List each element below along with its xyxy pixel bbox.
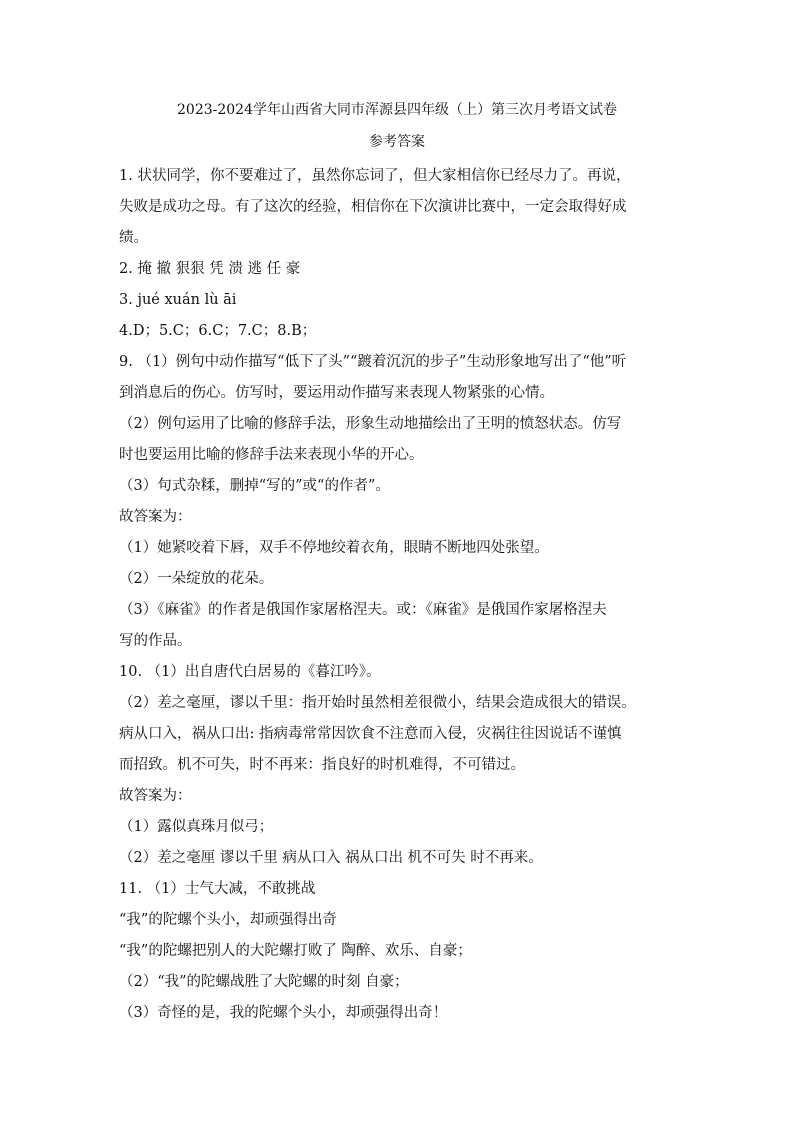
answer-line: （3）奇怪的是，我的陀螺个头小，却顽强得出奇！	[119, 1005, 448, 1021]
answer-line: 写的作品。	[119, 633, 192, 649]
answer-line: （2）差之毫厘 谬以千里 病从口入 祸从口出 机不可失 时不再来。	[119, 850, 543, 866]
answer-line: 3. jué xuán lù āi	[119, 292, 237, 308]
answer-line: 时也要运用比喻的修辞手法来表现小华的开心。	[119, 447, 424, 463]
answer-line: （2）差之毫厘，谬以千里：指开始时虽然相差很微小，结果会造成很大的错误。	[119, 695, 636, 711]
answer-line: （3）《麻雀》的作者是俄国作家屠格涅夫。或：《麻雀》是俄国作家屠格涅夫	[119, 602, 607, 618]
answer-line: （2）“我”的陀螺战胜了大陀螺的时刻 自豪；	[119, 974, 409, 990]
answer-line: （1）她紧咬着下唇，双手不停地绞着衣角，眼睛不断地四处张望。	[119, 540, 549, 556]
answer-line: 故答案为：	[119, 509, 192, 525]
answer-line: （1）露似真珠月似弓；	[119, 819, 274, 835]
answer-body	[119, 161, 689, 1029]
answer-line: 到消息后的伤心。仿写时，要运用动作描写来表现人物紧张的心情。	[119, 385, 554, 401]
answer-line: （2）一朵绽放的花朵。	[119, 571, 274, 587]
answer-line: “我”的陀螺个头小，却顽强得出奇	[119, 912, 337, 928]
answer-line: 10. （1）出自唐代白居易的《暮江吟》。	[119, 664, 381, 680]
answer-line: 失败是成功之母。有了这次的经验，相信你在下次演讲比赛中，一定会取得好成	[119, 199, 627, 215]
answer-line: 病从口入，祸从口出: 指病毒常常因饮食不注意而入侵，灾祸往往因说话不谨慎	[119, 726, 622, 742]
answer-line: 故答案为：	[119, 788, 192, 804]
answer-line: 1. 状状同学，你不要难过了，虽然你忘词了，但大家相信你已经尽力了。再说，	[119, 168, 631, 184]
answer-line: 4.D；5.C；6.C；7.C；8.B；	[119, 323, 317, 339]
answer-line: “我”的陀螺把别人的大陀螺打败了 陶醉、欢乐、自豪；	[119, 943, 472, 959]
answer-line: 9. （1）例句中动作描写“低下了头”“踱着沉沉的步子”生动形象地写出了“他”听	[119, 354, 627, 370]
answer-line: 绩。	[119, 230, 148, 246]
answer-line: （2）例句运用了比喻的修辞手法，形象生动地描绘出了王明的愤怒状态。仿写	[119, 416, 622, 432]
answer-line: 2. 掩 撤 狠狠 凭 溃 逃 任 豪	[119, 261, 301, 277]
page-subtitle: 参考答案	[369, 134, 425, 150]
answer-line: 11. （1）士气大减，不敢挑战	[119, 881, 316, 897]
answer-line: 而招致。机不可失，时不再来：指良好的时机难得，不可错过。	[119, 757, 525, 773]
answer-line: （3）句式杂糅，删掉“写的”或“的作者”。	[119, 478, 390, 494]
page-title: 2023-2024学年山西省大同市浑源县四年级（上）第三次月考语文试卷	[177, 102, 617, 118]
